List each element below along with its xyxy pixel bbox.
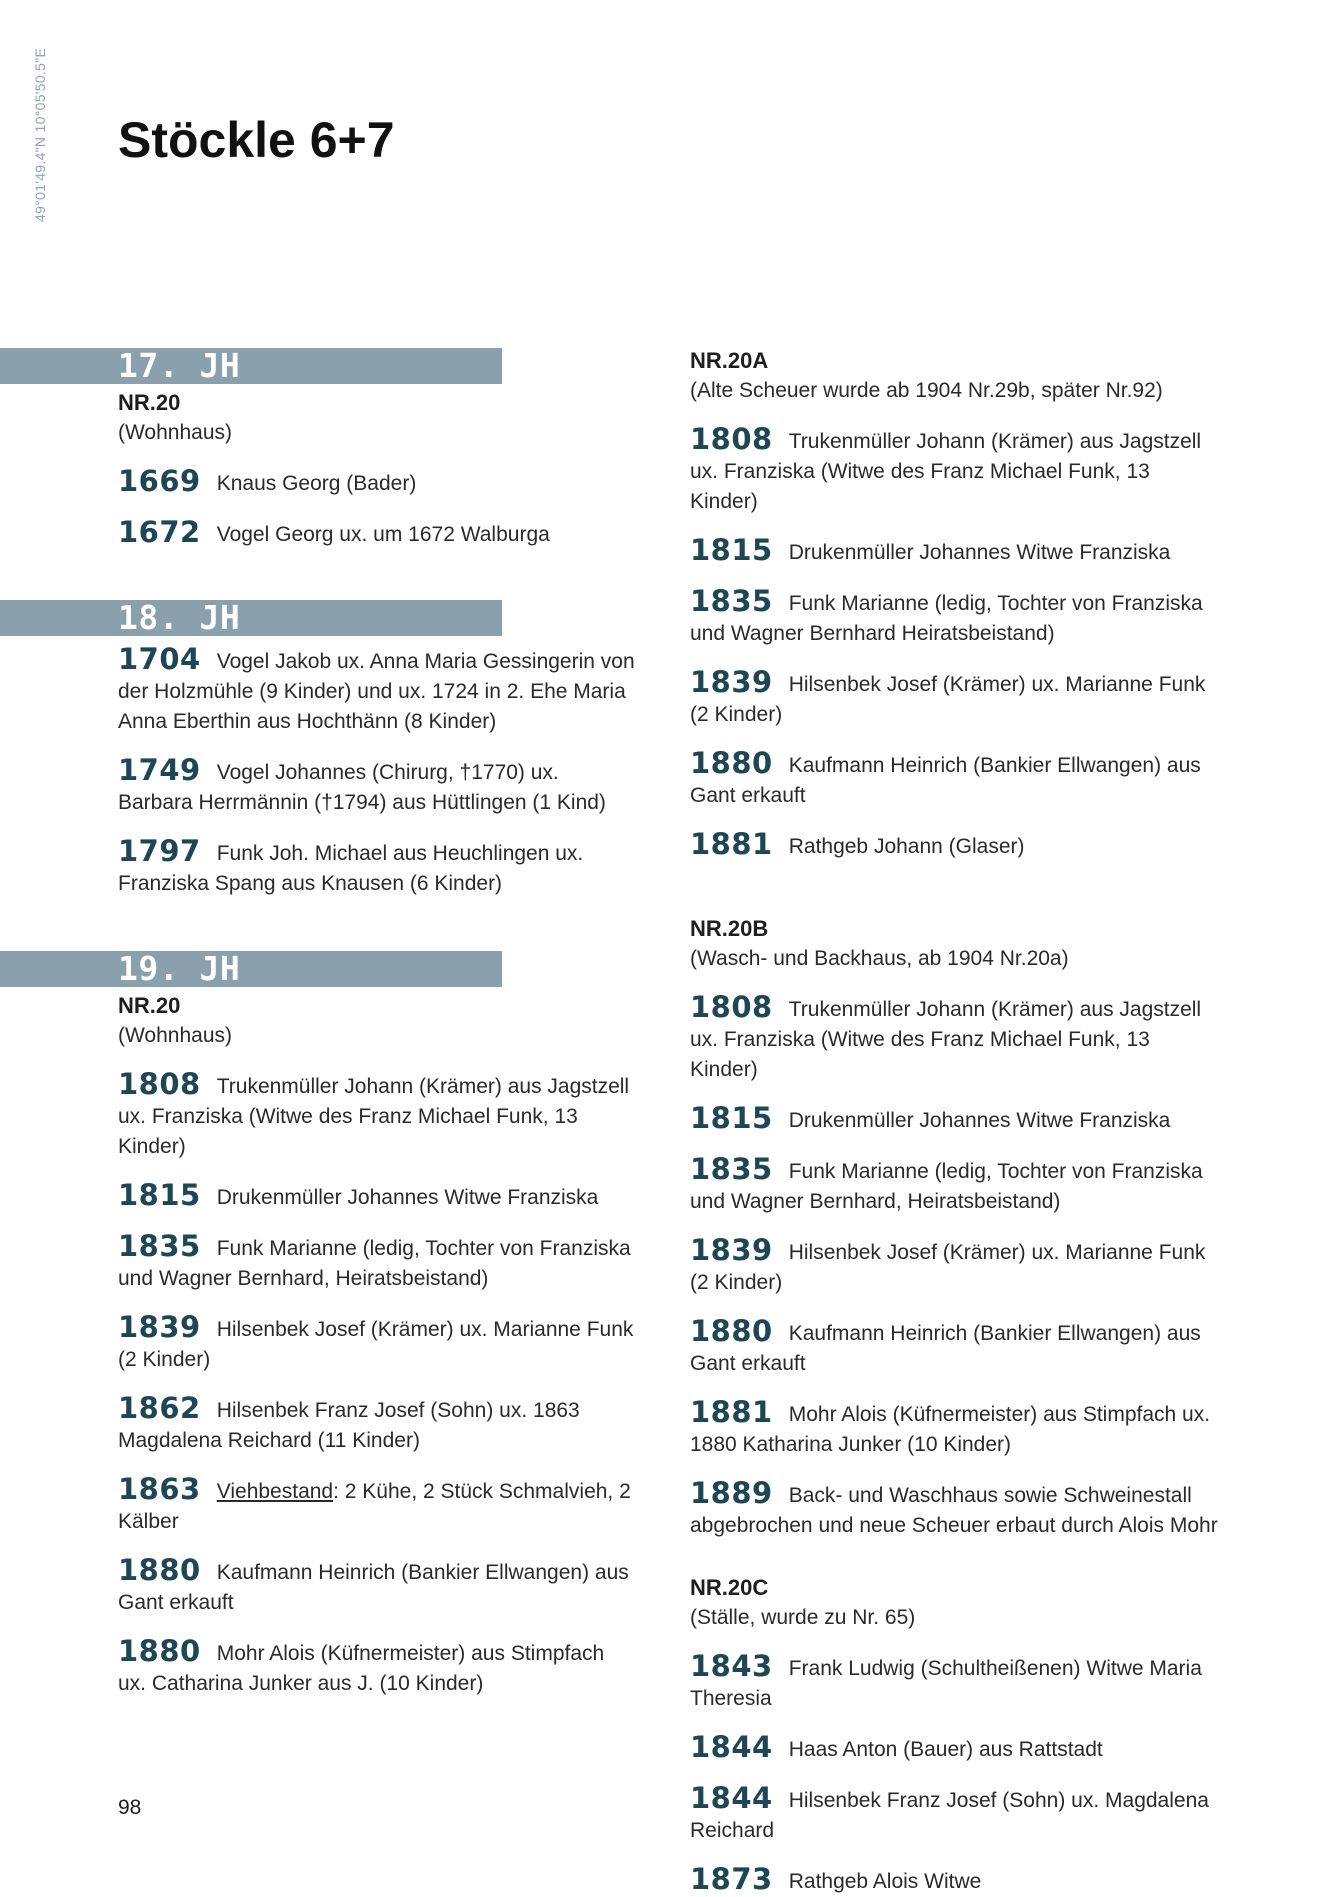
- house-description: (Alte Scheuer wurde ab 1904 Nr.29b, später Nr.92): [690, 379, 1163, 402]
- entry-label: Viehbestand: [216, 1480, 334, 1503]
- entry-year: 1839: [118, 1310, 201, 1344]
- entry-text: Drukenmüller Johannes Witwe Franziska: [788, 541, 1171, 564]
- entry: [690, 1732, 1220, 1765]
- entry: [118, 1555, 638, 1618]
- entry-year: 1862: [118, 1391, 201, 1425]
- entry: [690, 1397, 1220, 1460]
- entry: [118, 1636, 638, 1699]
- entry: [118, 517, 638, 550]
- left-column: [118, 348, 638, 1699]
- entry: [118, 755, 638, 818]
- entry-year: 1815: [118, 1178, 201, 1212]
- entry-year: 1808: [690, 990, 773, 1024]
- entry-text: Hilsenbek Franz Josef (Sohn) ux. 1863 Magdalena Reichard (11 Kinder): [118, 1399, 580, 1452]
- house-number: NR.20B: [690, 916, 769, 941]
- entry: [118, 1312, 638, 1375]
- entry: [118, 1393, 638, 1456]
- entry: [118, 466, 638, 499]
- century-band-19: [118, 951, 638, 987]
- page-number: 98: [118, 1796, 142, 1819]
- entry-year: 1881: [690, 1395, 773, 1429]
- entry-year: 1835: [690, 1152, 773, 1186]
- entry: [690, 1103, 1220, 1136]
- entry-text: Kaufmann Heinrich (Bankier Ellwangen) aus Gant erkauft: [118, 1561, 629, 1614]
- entry-year: 1880: [690, 1314, 773, 1348]
- century-heading: 18. JH: [118, 598, 241, 637]
- entry-year: 1669: [118, 464, 201, 498]
- entry-year: 1839: [690, 665, 773, 699]
- page-title: Stöckle 6+7: [118, 112, 395, 168]
- entry: [118, 644, 638, 737]
- entry: [690, 1783, 1220, 1846]
- entry-text: Funk Marianne (ledig, Tochter von Franziska und Wagner Bernhard, Heiratsbeistand): [118, 1237, 631, 1290]
- entry-text: Kaufmann Heinrich (Bankier Ellwangen) aus Gant erkauft: [690, 1322, 1201, 1375]
- entry-text: Rathgeb Johann (Glaser): [788, 835, 1025, 858]
- entry-year: 1844: [690, 1781, 773, 1815]
- entry-text: Vogel Jakob ux. Anna Maria Gessingerin von der Holzmühle (9 Kinder) und ux. 1724 in 2. Ehe Maria Anna Eberthin aus Hochthänn (8 Kinder): [118, 650, 635, 733]
- entry: [118, 836, 638, 899]
- entry: [690, 424, 1220, 517]
- entry-text: Trukenmüller Johann (Krämer) aus Jagstzell ux. Franziska (Witwe des Franz Michael Funk, 13 Kinder): [690, 998, 1202, 1081]
- entry-text: Funk Marianne (ledig, Tochter von Franziska und Wagner Bernhard, Heiratsbeistand): [690, 1160, 1203, 1213]
- entry-year: 1880: [118, 1634, 201, 1668]
- entry-year: 1843: [690, 1649, 773, 1683]
- entry-year: 1881: [690, 827, 773, 861]
- entry-year: 1839: [690, 1233, 773, 1267]
- entry-year: 1844: [690, 1730, 773, 1764]
- entry-text: Vogel Georg ux. um 1672 Walburga: [216, 523, 550, 546]
- entry-text: Trukenmüller Johann (Krämer) aus Jagstzell ux. Franziska (Witwe des Franz Michael Funk, 13 Kinder): [118, 1075, 630, 1158]
- entry: [118, 1231, 638, 1294]
- entry: [690, 586, 1220, 649]
- entry-text: Frank Ludwig (Schultheißenen) Witwe Maria Theresia: [690, 1657, 1202, 1710]
- entry-year: 1835: [118, 1229, 201, 1263]
- house-description: (Wasch- und Backhaus, ab 1904 Nr.20a): [690, 947, 1069, 970]
- entry: [690, 1316, 1220, 1379]
- entry: [690, 1478, 1220, 1541]
- entry: [118, 1069, 638, 1162]
- entry-text: Trukenmüller Johann (Krämer) aus Jagstzell ux. Franziska (Witwe des Franz Michael Funk, 13 Kinder): [690, 430, 1202, 513]
- house-number: NR.20C: [690, 1575, 769, 1600]
- century-heading: 17. JH: [118, 346, 241, 385]
- entry-text: : 2 Kühe, 2 Stück Schmalvieh, 2 Kälber: [118, 1480, 631, 1533]
- house-number: NR.20A: [690, 348, 769, 373]
- entry-year: 1873: [690, 1862, 773, 1896]
- entry-year: 1704: [118, 642, 201, 676]
- entry-text: Hilsenbek Franz Josef (Sohn) ux. Magdalena Reichard: [690, 1789, 1209, 1842]
- entry-year: 1815: [690, 533, 773, 567]
- entry: [690, 535, 1220, 568]
- entry-text: Knaus Georg (Bader): [216, 472, 417, 495]
- entry-year: 1835: [690, 584, 773, 618]
- entry-year: 1880: [118, 1553, 201, 1587]
- entry-text: Back- und Waschhaus sowie Schweinestall abgebrochen und neue Scheuer erbaut durch Alois Mohr: [690, 1484, 1218, 1537]
- entry-year: 1863: [118, 1472, 201, 1506]
- entry-text: Hilsenbek Josef (Krämer) ux. Marianne Funk (2 Kinder): [690, 1241, 1206, 1294]
- spacer: [690, 1541, 1220, 1569]
- spacer: [118, 550, 638, 600]
- house-description: (Wohnhaus): [118, 1024, 233, 1047]
- entry-year: 1749: [118, 753, 201, 787]
- entry-text: Hilsenbek Josef (Krämer) ux. Marianne Funk (2 Kinder): [690, 673, 1206, 726]
- entry: [118, 1474, 638, 1537]
- entry: [690, 667, 1220, 730]
- entry-text: Vogel Johannes (Chirurg, †1770) ux. Barbara Herrmännin (†1794) aus Hüttlingen (1 Kind): [118, 761, 606, 814]
- gps-coordinates: 49°01'49.4"N 10°05'50.5"E: [32, 48, 48, 223]
- entry: [118, 1180, 638, 1213]
- entry-text: Drukenmüller Johannes Witwe Franziska: [216, 1186, 599, 1209]
- spacer: [690, 862, 1220, 910]
- century-heading: 19. JH: [118, 949, 241, 988]
- entry: [690, 1235, 1220, 1298]
- entry: [690, 829, 1220, 862]
- century-band-17: [118, 348, 638, 384]
- entry-text: Kaufmann Heinrich (Bankier Ellwangen) aus Gant erkauft: [690, 754, 1201, 807]
- entry-text: Funk Joh. Michael aus Heuchlingen ux. Franziska Spang aus Knausen (6 Kinder): [118, 842, 584, 895]
- entry: [690, 992, 1220, 1085]
- entry-text: Haas Anton (Bauer) aus Rattstadt: [788, 1738, 1103, 1761]
- century-band-18: [118, 600, 638, 636]
- entry: [690, 1864, 1220, 1897]
- house-description: (Ställe, wurde zu Nr. 65): [690, 1606, 916, 1629]
- entry-year: 1672: [118, 515, 201, 549]
- house-number: NR.20: [118, 390, 181, 415]
- entry-year: 1815: [690, 1101, 773, 1135]
- house-number: NR.20: [118, 993, 181, 1018]
- entry-text: Mohr Alois (Küfnermeister) aus Stimpfach ux. Catharina Junker aus J. (10 Kinder): [118, 1642, 605, 1695]
- entry: [690, 1651, 1220, 1714]
- house-description: (Wohnhaus): [118, 421, 233, 444]
- entry-text: Mohr Alois (Küfnermeister) aus Stimpfach ux. 1880 Katharina Junker (10 Kinder): [690, 1403, 1211, 1456]
- entry-year: 1880: [690, 746, 773, 780]
- entry-year: 1797: [118, 834, 201, 868]
- entry-year: 1808: [690, 422, 773, 456]
- entry: [690, 748, 1220, 811]
- entry-text: Funk Marianne (ledig, Tochter von Franziska und Wagner Bernhard Heiratsbeistand): [690, 592, 1203, 645]
- right-column: [690, 346, 1220, 1897]
- spacer: [118, 899, 638, 951]
- entry-text: Rathgeb Alois Witwe: [788, 1870, 982, 1893]
- entry-year: 1889: [690, 1476, 773, 1510]
- entry: [690, 1154, 1220, 1217]
- entry-text: Hilsenbek Josef (Krämer) ux. Marianne Funk (2 Kinder): [118, 1318, 634, 1371]
- entry-text: Drukenmüller Johannes Witwe Franziska: [788, 1109, 1171, 1132]
- entry-year: 1808: [118, 1067, 201, 1101]
